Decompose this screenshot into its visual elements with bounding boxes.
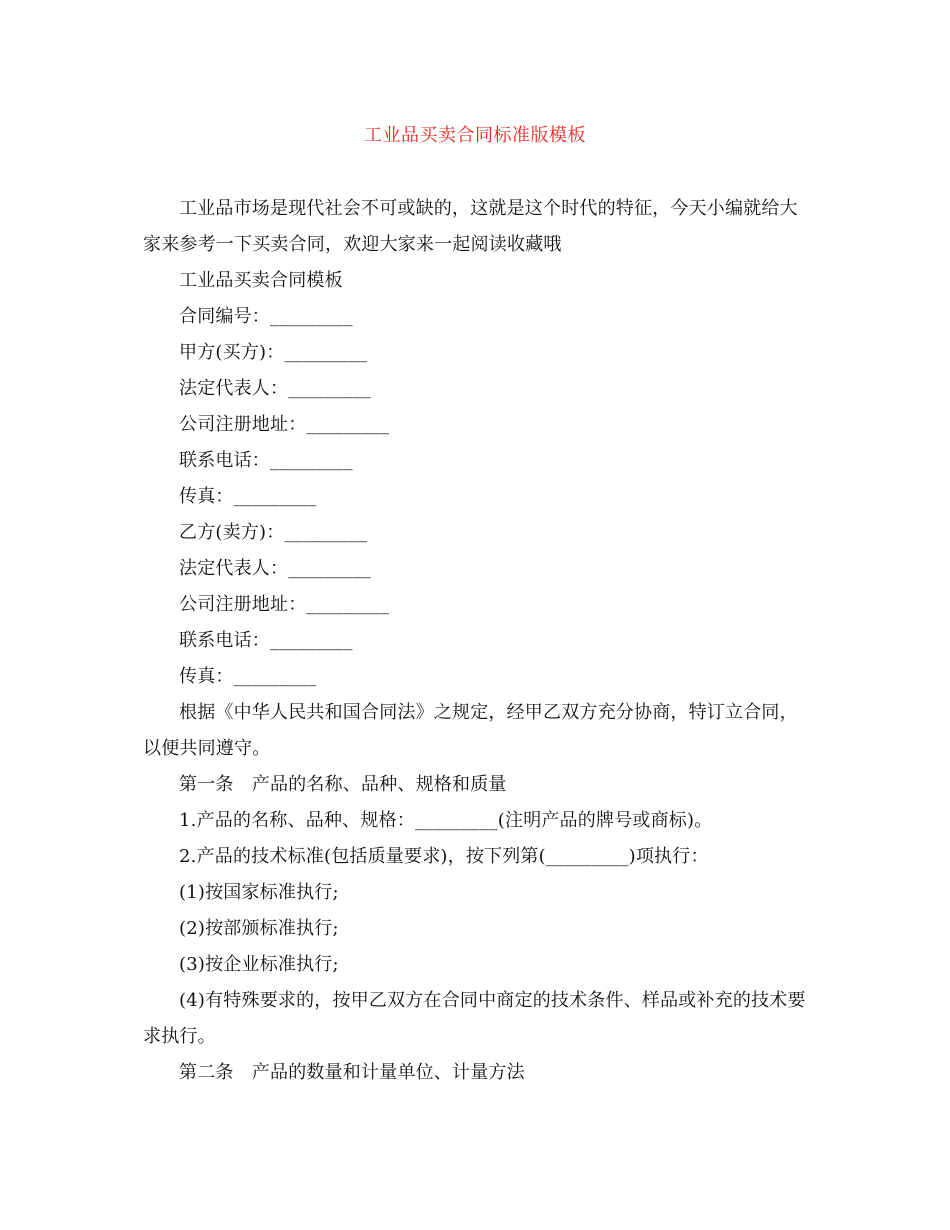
standard-option-1: (1)按国家标准执行; [179,882,339,903]
party-b-address-line: 公司注册地址：_________ [179,594,390,615]
party-a-line: 甲方(买方)：_________ [179,342,368,363]
article-1-item-2: 2.产品的技术标准(包括质量要求)，按下列第(_________)项执行： [179,846,709,867]
article-1-item-1: 1.产品的名称、品种、规格：_________(注明产品的牌号或商标)。 [179,810,713,831]
party-a-phone-line: 联系电话：_________ [179,450,353,471]
article-2-heading: 第二条 产品的数量和计量单位、计量方法 [179,1062,525,1083]
party-a-legal-rep-line: 法定代表人：_________ [179,378,371,399]
standard-option-4: (4)有特殊要求的，按甲乙双方在合同中商定的技术条件、样品或补充的技术要求执行。 [143,990,806,1047]
standard-option-3: (3)按企业标准执行; [179,954,339,975]
party-b-phone-line: 联系电话：_________ [179,630,353,651]
document-body [143,191,807,1091]
article-1-heading: 第一条 产品的名称、品种、规格和质量 [179,774,507,795]
standard-option-2: (2)按部颁标准执行; [179,918,339,939]
document-title: 工业品买卖合同标准版模板 [364,125,586,146]
contract-number-line: 合同编号：_________ [179,306,353,327]
party-a-fax-line: 传真：_________ [179,486,317,507]
party-b-fax-line: 传真：_________ [179,666,317,687]
contract-template-heading: 工业品买卖合同模板 [179,270,343,291]
party-b-legal-rep-line: 法定代表人：_________ [179,558,371,579]
party-a-address-line: 公司注册地址：_________ [179,414,390,435]
party-b-line: 乙方(卖方)：_________ [179,522,368,543]
legal-basis-paragraph: 根据《中华人民共和国合同法》之规定，经甲乙双方充分协商，特订立合同，以便共同遵守。 [143,702,798,759]
intro-paragraph: 工业品市场是现代社会不可或缺的，这就是这个时代的特征，今天小编就给大家来参考一下买卖合同，欢迎大家来一起阅读收藏哦 [143,198,798,255]
